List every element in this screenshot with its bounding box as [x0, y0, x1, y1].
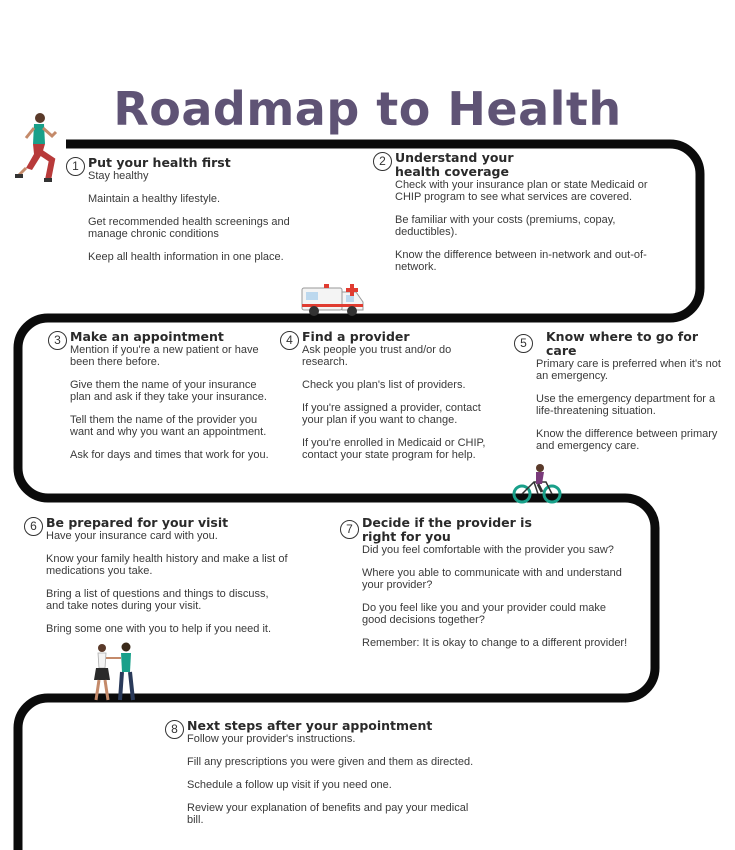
- step-number: 8: [165, 720, 184, 739]
- ambulance-icon: [300, 278, 366, 318]
- page-title: Roadmap to Health: [113, 82, 622, 136]
- step-number: 6: [24, 517, 43, 536]
- list-item: Use the emergency department for a life-threatening situation.: [536, 393, 716, 417]
- step-title: Understand your health coverage: [395, 150, 514, 179]
- list-item: Schedule a follow up visit if you need one.: [187, 779, 392, 791]
- step-title: Decide if the provider is right for you: [362, 515, 532, 544]
- step-1: [66, 156, 301, 274]
- step-title: Know where to go for care: [546, 329, 698, 358]
- list-item: Bring some one with you to help if you need it.: [46, 623, 272, 635]
- list-item: Know your family health history and make a list of medications you take.: [46, 553, 288, 577]
- list-item: Stay healthy: [88, 170, 149, 182]
- list-item: Where you able to communicate with and understand your provider?: [362, 567, 622, 591]
- list-item: Be familiar with your costs (premiums, copay, deductibles).: [395, 214, 616, 238]
- step-4: [280, 330, 500, 472]
- list-item: Did you feel comfortable with the provider you saw?: [362, 544, 614, 556]
- step-number: 2: [373, 152, 392, 171]
- step-7: [340, 516, 630, 660]
- step-title: Put your health first: [88, 155, 231, 170]
- step-number: 5: [514, 334, 533, 353]
- step-title: Be prepared for your visit: [46, 515, 229, 530]
- step-title: Find a provider: [302, 329, 410, 344]
- list-item: Check you plan's list of providers.: [302, 379, 466, 391]
- list-item: Check with your insurance plan or state Medicaid or CHIP program to see what services are covered.: [395, 179, 648, 203]
- list-item: Give them the name of your insurance plan and ask if they take your insurance.: [70, 379, 267, 403]
- list-item: Remember: It is okay to change to a different provider!: [362, 637, 628, 649]
- list-item: Ask for days and times that work for you.: [70, 449, 269, 461]
- cyclist-icon: [512, 462, 562, 504]
- step-3: [48, 330, 278, 472]
- step-6: [24, 516, 289, 646]
- list-item: Get recommended health screenings and manage chronic conditions: [88, 216, 290, 240]
- step-number: 1: [66, 157, 85, 176]
- list-item: Do you feel like you and your provider could make good decisions together?: [362, 602, 606, 626]
- step-title: Next steps after your appointment: [187, 718, 433, 733]
- step-number: 3: [48, 331, 67, 350]
- walking-couple-icon: [84, 642, 144, 704]
- list-item: If you're assigned a provider, contact your plan if you want to change.: [302, 402, 481, 426]
- step-2: [373, 151, 663, 284]
- runner-icon: [12, 110, 60, 186]
- list-item: Maintain a healthy lifestyle.: [88, 193, 221, 205]
- list-item: Know the difference between in-network and out-of-network.: [395, 249, 647, 273]
- list-item: Know the difference between primary and emergency care.: [536, 428, 718, 452]
- list-item: Tell them the name of the provider you want and why you want an appointment.: [70, 414, 267, 438]
- step-number: 4: [280, 331, 299, 350]
- list-item: Mention if you're a new patient or have been there before.: [70, 344, 259, 368]
- list-item: Fill any prescriptions you were given and them as directed.: [187, 756, 474, 768]
- step-title: Make an appointment: [70, 329, 224, 344]
- list-item: Have your insurance card with you.: [46, 530, 218, 542]
- list-item: Primary care is preferred when it's not an emergency.: [536, 358, 721, 382]
- list-item: Keep all health information in one place.: [88, 251, 284, 263]
- step-5: [514, 330, 732, 463]
- list-item: Ask people you trust and/or do research.: [302, 344, 452, 368]
- list-item: Follow your provider's instructions.: [187, 733, 356, 745]
- list-item: Review your explanation of benefits and pay your medical bill.: [187, 802, 469, 826]
- step-8: [165, 719, 485, 837]
- list-item: If you're enrolled in Medicaid or CHIP, contact your state program for help.: [302, 437, 486, 461]
- step-number: 7: [340, 520, 359, 539]
- list-item: Bring a list of questions and things to discuss, and take notes during your visit.: [46, 588, 269, 612]
